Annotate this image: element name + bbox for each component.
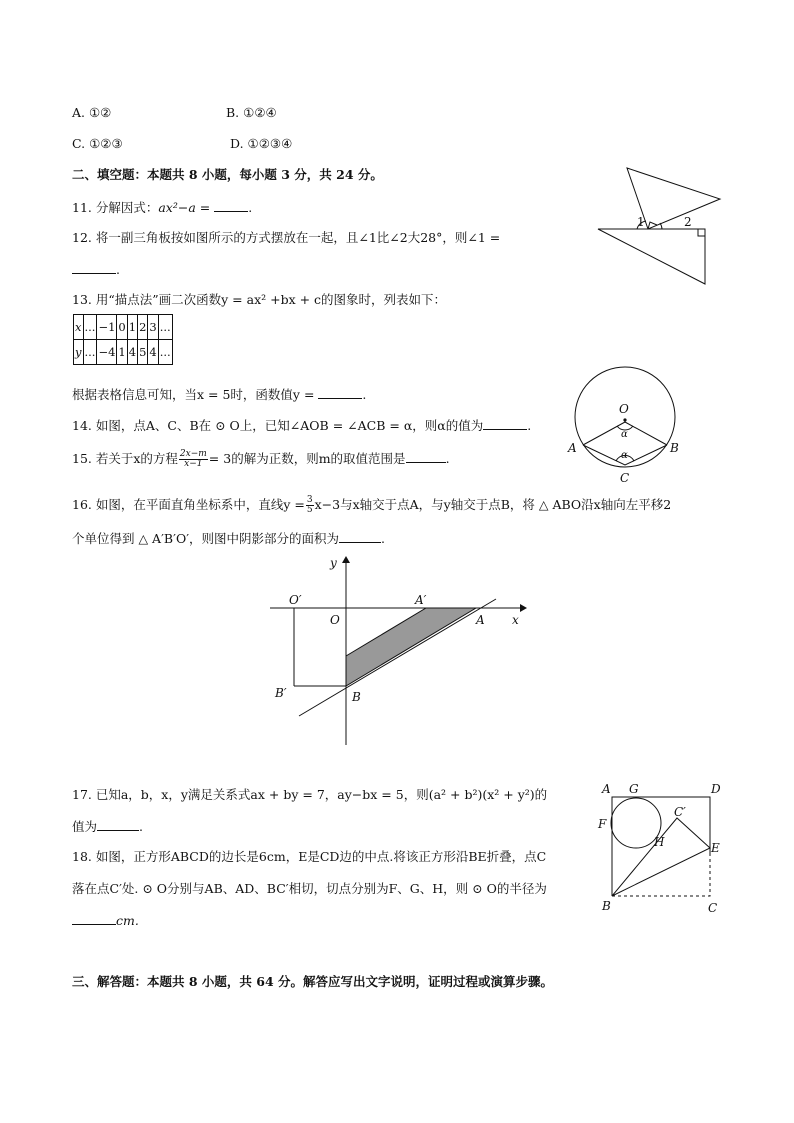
q14-text: 14. 如图，点A、C、B在 ⊙ O上，已知∠AOB = ∠ACB = α，则α的值为 xyxy=(72,418,484,433)
table-cell: 0 xyxy=(117,315,127,340)
square-label-g: G xyxy=(629,782,639,796)
question-12-line1: 12. 将一副三角板按如图所示的方式摆放在一起，且∠1比∠2大28°，则∠1 = xyxy=(72,230,501,245)
q18-unit: cm. xyxy=(116,913,139,928)
coord-label-x: x xyxy=(512,613,519,627)
table-cell: 5 xyxy=(138,340,148,365)
q16-frac-den: 5 xyxy=(306,505,313,515)
coord-label-a-prime: A′ xyxy=(415,593,427,607)
circle-label-alpha-top: α xyxy=(621,429,628,440)
square-label-d: D xyxy=(711,782,721,796)
table-cell: 1 xyxy=(117,340,127,365)
q16-frac-num: 3 xyxy=(306,495,313,505)
choice-d: D. ①②③④ xyxy=(230,136,293,151)
circle-label-b: B xyxy=(670,441,679,455)
dashed-sides-bc-ce xyxy=(612,855,710,896)
folded-triangle xyxy=(612,818,710,896)
section3-title: 三、解答题：本题共 8 小题，共 64 分。解答应写出文字说明，证明过程或演算步骤。 xyxy=(72,974,554,989)
table-cell: 4 xyxy=(127,340,137,365)
coord-label-b-prime: B′ xyxy=(275,686,287,700)
coord-label-o: O xyxy=(330,613,340,627)
q11-end: . xyxy=(248,200,253,215)
choice-b: B. ①②④ xyxy=(226,105,277,120)
coord-label-b: B xyxy=(352,690,361,704)
q12-end: . xyxy=(116,262,120,277)
question-13-line1: 13. 用“描点法”画二次函数y = ax² +bx + c的图象时，列表如下： xyxy=(72,292,447,307)
choice-c: C. ①②③ xyxy=(72,136,123,151)
question-18-line2: 落在点C′处. ⊙ O分别与AB、AD、BC′相切，切点分别为F、G、H，则 ⊙ O的半径为 xyxy=(72,881,547,896)
q11-expr: ax²−a = xyxy=(158,200,215,215)
q14-end: . xyxy=(527,418,532,433)
table-cell: 2 xyxy=(138,315,148,340)
square-label-e: E xyxy=(711,841,720,855)
q11-prefix: 11. 分解因式： xyxy=(72,200,159,215)
square-label-b: B xyxy=(602,899,611,913)
table-cell: ... xyxy=(158,315,172,340)
q13-end: . xyxy=(362,387,367,402)
triangle-angle-label-2: 2 xyxy=(684,215,692,229)
q15-frac-num: 2x−m xyxy=(179,449,207,459)
table-cell: 3 xyxy=(148,315,158,340)
table-cell: −1 xyxy=(97,315,117,340)
triangle-angle-label-1: 1 xyxy=(637,215,645,229)
question-17-line1: 17. 已知a，b，x，y满足关系式ax + by = 7，ay−bx = 5，则(a² + b²)(x² + y²)的 xyxy=(72,787,548,802)
table-cell: ... xyxy=(158,340,172,365)
q15-frac-den: x−1 xyxy=(184,459,203,469)
circle-label-o: O xyxy=(619,402,629,416)
square-label-f: F xyxy=(598,817,607,831)
choice-a: A. ①② xyxy=(72,105,112,120)
coord-label-y: y xyxy=(330,556,337,570)
circle-label-alpha-bottom: α xyxy=(621,450,628,461)
table-cell: ... xyxy=(83,340,97,365)
table-cell: ... xyxy=(83,315,97,340)
q15-prefix: 15. 若关于x的方程 xyxy=(72,451,178,466)
q16-end: . xyxy=(381,531,386,546)
coord-label-o-prime: O′ xyxy=(289,593,302,607)
q15-end: . xyxy=(445,451,450,466)
table-cell: 4 xyxy=(148,340,158,365)
square-label-c: C xyxy=(708,901,718,915)
q16-rest: x−3与x轴交于点A，与y轴交于点B，将 △ ABO沿x轴向左平移2 xyxy=(314,497,672,512)
q15-middle: = 3的解为正数，则m的取值范围是 xyxy=(208,451,406,466)
section2-title: 二、填空题：本题共 8 小题，每小题 3 分，共 24 分。 xyxy=(72,167,383,182)
q16-prefix: 16. 如图，在平面直角坐标系中，直线y = xyxy=(72,497,305,512)
q17-end: . xyxy=(139,819,143,834)
table-cell: y xyxy=(74,340,84,365)
square-label-c-prime: C′ xyxy=(674,805,686,819)
question-18-line1: 18. 如图，正方形ABCD的边长是6cm，E是CD边的中点.将该正方形沿BE折叠，点C xyxy=(72,849,547,864)
square-label-h: H xyxy=(654,835,665,849)
table-cell: −4 xyxy=(97,340,117,365)
coord-label-a: A xyxy=(476,613,485,627)
square-label-a: A xyxy=(602,782,611,796)
table-cell: 1 xyxy=(127,315,137,340)
q13-line2-text: 根据表格信息可知，当x = 5时，函数值y = xyxy=(72,387,319,402)
table-cell: x xyxy=(74,315,84,340)
circle-label-a: A xyxy=(568,441,577,455)
q17-line2-text: 值为 xyxy=(72,819,98,834)
circle-label-c: C xyxy=(620,471,630,485)
q16-line2-text: 个单位得到 △ A′B′O′，则图中阴影部分的面积为 xyxy=(72,531,340,546)
